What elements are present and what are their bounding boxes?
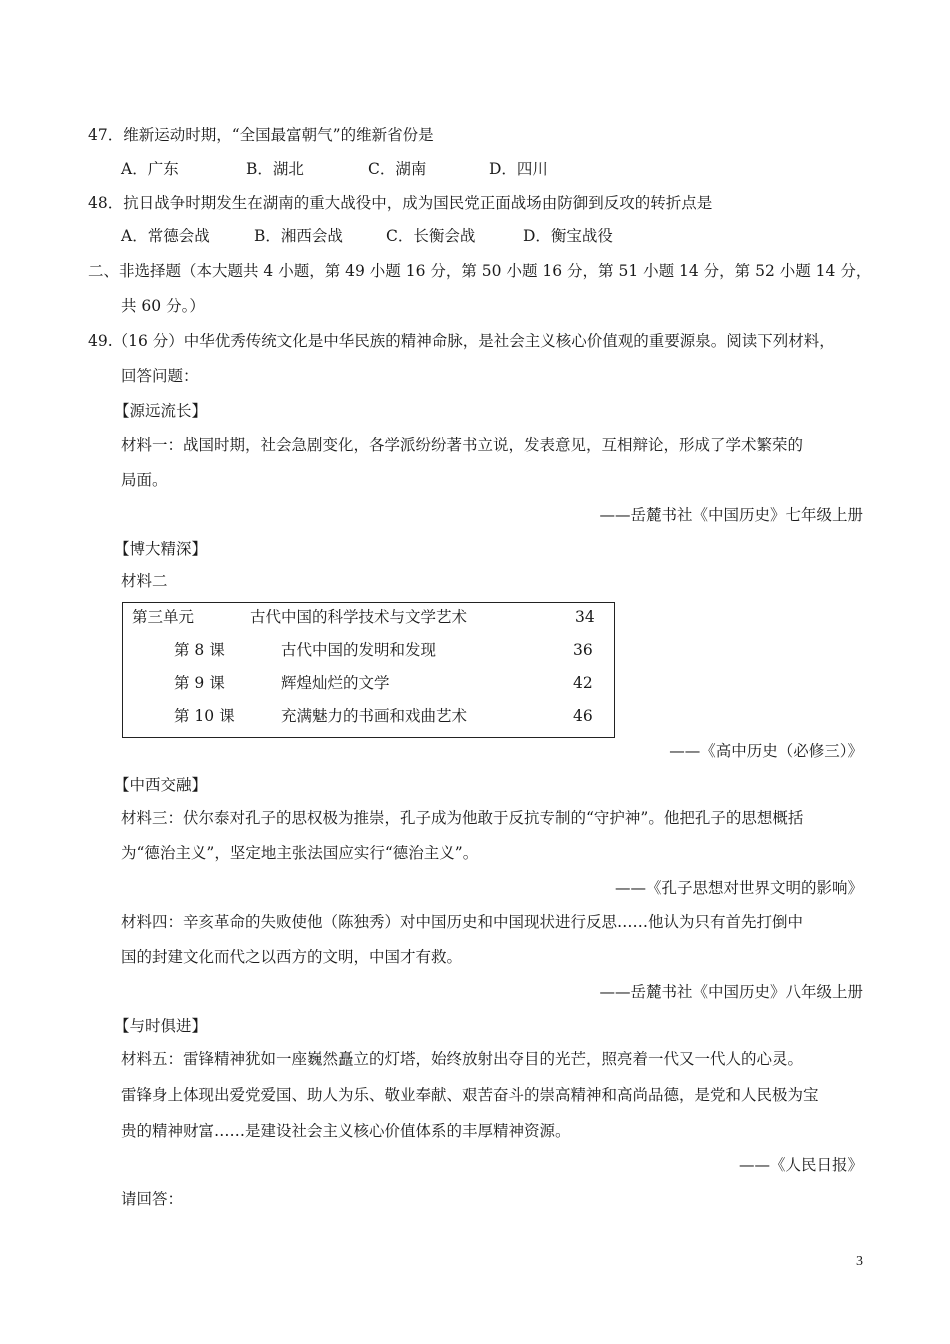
page-number: 3 [856,1254,863,1269]
q48-option-c: C．长衡会战 [386,227,476,245]
part4-heading: 【与时俱进】 [114,1017,208,1035]
material1-source: ——岳麓书社《中国历史》七年级上册 [599,506,863,524]
toc-lesson-page: 46 [573,707,593,725]
q47-stem: 47．维新运动时期，“全国最富朝气”的维新省份是 [88,126,434,144]
material1-text-cont: 局面。 [121,471,168,489]
q47-option-b: B．湖北 [246,160,304,178]
q49-intro: 49.（16 分）中华优秀传统文化是中华民族的精神命脉，是社会主义核心价值观的重要源泉。阅读下列材料， [88,332,835,350]
material4-source: ——岳麓书社《中国历史》八年级上册 [599,983,863,1001]
material1-text: 材料一：战国时期，社会急剧变化，各学派纷纷著书立说，发表意见，互相辩论，形成了学术繁荣的 [121,436,804,454]
toc-lesson-page: 36 [573,641,593,659]
toc-box [122,602,615,738]
material5-text: 材料五：雷锋精神犹如一座巍然矗立的灯塔，始终放射出夺目的光芒，照亮着一代又一代人的心灵。 [121,1050,804,1068]
material2-label: 材料二 [121,572,168,590]
q47-option-c: C．湖南 [368,160,427,178]
part1-heading: 【源远流长】 [114,402,208,420]
toc-lesson-page: 42 [573,674,593,692]
q48-stem: 48．抗日战争时期发生在湖南的重大战役中，成为国民党正面战场由防御到反攻的转折点是 [88,194,713,212]
material3-text-cont: 为“德治主义”，坚定地主张法国应实行“德治主义”。 [121,844,479,862]
toc-lesson-title: 古代中国的发明和发现 [281,641,437,659]
toc-lesson-label: 第 10 课 [174,707,235,725]
material3-source: ——《孔子思想对世界文明的影响》 [614,879,863,897]
section2-heading-cont: 共 60 分。） [121,297,205,315]
toc-unit-page: 34 [575,608,595,626]
q48-option-b: B．湘西会战 [254,227,343,245]
part2-heading: 【博大精深】 [114,540,208,558]
toc-lesson-title: 辉煌灿烂的文学 [281,674,390,692]
q48-option-a: A．常德会战 [121,227,210,245]
section2-heading: 二、非选择题（本大题共 4 小题，第 49 小题 16 分，第 50 小题 16 分，第 51 小题 14 分，第 52 小题 14 分， [88,262,872,280]
material5-source: ——《人民日报》 [738,1156,863,1174]
part3-heading: 【中西交融】 [114,776,208,794]
material4-text-cont: 国的封建文化而代之以西方的文明，中国才有救。 [121,948,463,966]
toc-unit-title: 古代中国的科学技术与文学艺术 [250,608,468,626]
material4-text: 材料四：辛亥革命的失败使他（陈独秀）对中国历史和中国现状进行反思……他认为只有首先打倒中 [121,913,804,931]
q49-intro-cont: 回答问题： [121,367,199,385]
toc-lesson-label: 第 9 课 [174,674,225,692]
material2-source: ——《高中历史（必修三）》 [669,742,863,760]
toc-lesson-label: 第 8 课 [174,641,225,659]
q48-option-d: D．衡宝战役 [523,227,613,245]
q47-option-d: D．四川 [489,160,548,178]
answer-prompt: 请回答： [121,1190,184,1208]
material5-text-cont2: 贵的精神财富……是建设社会主义核心价值体系的丰厚精神资源。 [121,1122,571,1140]
q47-option-a: A．广东 [121,160,179,178]
toc-unit-label: 第三单元 [132,608,195,626]
material5-text-cont1: 雷锋身上体现出爱党爱国、助人为乐、敬业奉献、艰苦奋斗的崇高精神和高尚品德，是党和人民极为宝 [121,1086,819,1104]
material3-text: 材料三：伏尔泰对孔子的思权极为推崇，孔子成为他敢于反抗专制的“守护神”。他把孔子的思想概括 [121,809,804,827]
toc-lesson-title: 充满魅力的书画和戏曲艺术 [281,707,468,725]
